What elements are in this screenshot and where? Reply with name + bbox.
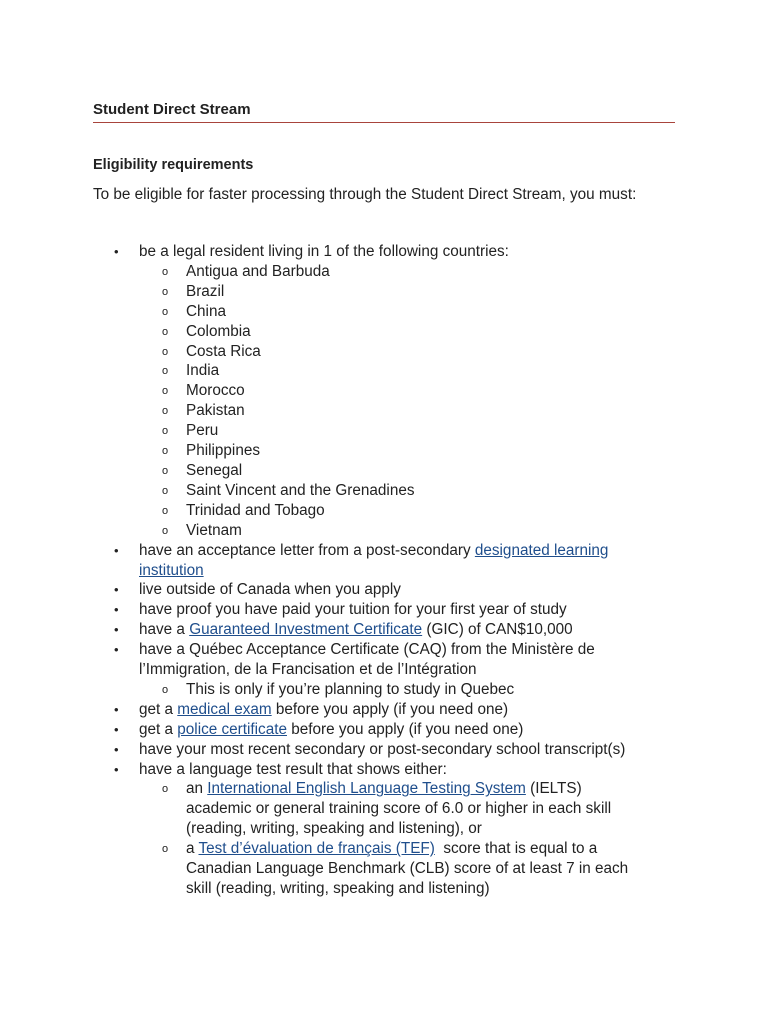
caq-note: o This is only if you’re planning to study in Quebec <box>93 680 693 700</box>
list-item-police: • get a police certificate before you apply (if you need one) <box>93 720 693 740</box>
list-item-gic: • have a Guaranteed Investment Certificate (GIC) of CAN$10,000 <box>93 620 693 640</box>
gic-link[interactable]: Guaranteed Investment Certificate <box>189 621 423 639</box>
list-item-transcript: • have your most recent secondary or post-secondary school transcript(s) <box>93 740 693 760</box>
ielts-item: o an International English Language Testing System (IELTS) academic or general training score of 6.0 or higher in each skill (reading, writing, speaking and listening), or <box>93 779 693 839</box>
section-heading: Eligibility requirements <box>93 157 254 173</box>
list-item-acceptance: • have an acceptance letter from a post-secondary designated learning institution <box>93 541 693 581</box>
eligibility-list <box>93 242 693 899</box>
page-title: Student Direct Stream <box>93 101 251 118</box>
institution-link[interactable]: institution <box>139 561 204 579</box>
country-item: o Costa Rica <box>93 342 693 362</box>
country-item: o Antigua and Barbuda <box>93 262 693 282</box>
country-item: o Brazil <box>93 282 693 302</box>
police-certificate-link[interactable]: police certificate <box>177 720 287 738</box>
ielts-link[interactable]: International English Language Testing System <box>207 780 526 798</box>
country-item: o Peru <box>93 421 693 441</box>
list-item-caq: • have a Québec Acceptance Certificate (CAQ) from the Ministère de l’Immigration, de la Francisation et de l’Intégration <box>93 640 693 680</box>
country-item: o Trinidad and Tobago <box>93 501 693 521</box>
title-divider <box>93 122 675 123</box>
country-item: o Vietnam <box>93 521 693 541</box>
tef-link[interactable]: Test d’évaluation de français (TEF) <box>198 840 435 858</box>
country-item: o Philippines <box>93 441 693 461</box>
list-item-residence: • be a legal resident living in 1 of the following countries: <box>93 242 693 262</box>
country-item: o Pakistan <box>93 401 693 421</box>
country-item: o China <box>93 302 693 322</box>
tef-item: o a Test d’évaluation de français (TEF) score that is equal to a Canadian Language Benchmark (CLB) score of at least 7 in each skill (reading, writing, speaking and listening) <box>93 839 693 899</box>
country-item: o Morocco <box>93 381 693 401</box>
list-item-medical: • get a medical exam before you apply (if you need one) <box>93 700 693 720</box>
designated-learning-institution-link[interactable]: designated learning <box>474 541 609 559</box>
country-item: o India <box>93 361 693 381</box>
intro-paragraph: To be eligible for faster processing through the Student Direct Stream, you must: <box>93 186 637 203</box>
country-item: o Senegal <box>93 461 693 481</box>
list-item-outside: • live outside of Canada when you apply <box>93 580 693 600</box>
medical-exam-link[interactable]: medical exam <box>177 700 272 718</box>
list-item-language: • have a language test result that shows either: <box>93 760 693 780</box>
country-item: o Colombia <box>93 322 693 342</box>
country-item: o Saint Vincent and the Grenadines <box>93 481 693 501</box>
list-item-tuition: • have proof you have paid your tuition for your first year of study <box>93 600 693 620</box>
